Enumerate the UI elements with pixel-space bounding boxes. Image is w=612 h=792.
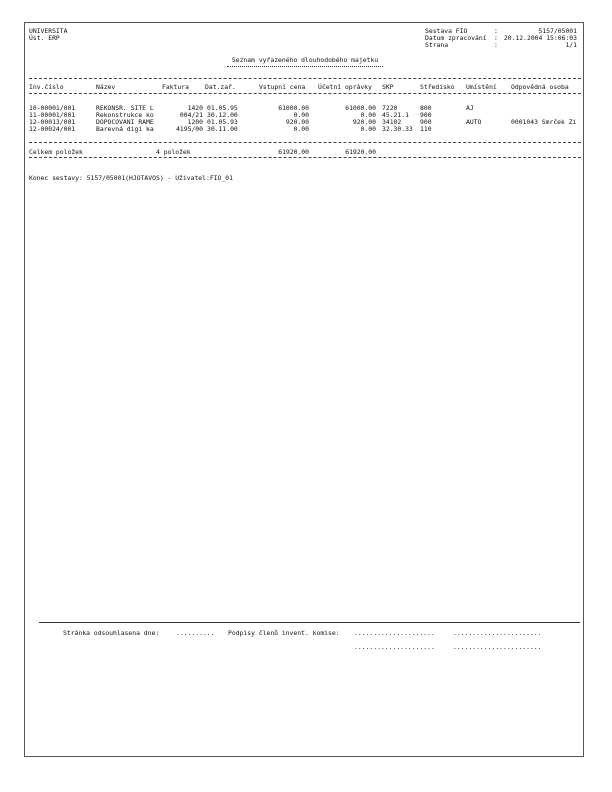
cell-stredisko: 900: [420, 118, 432, 126]
checked-date-label: Stránka odsouhlasena dne:: [63, 629, 160, 637]
col-header-opravky: Účetní oprávky: [318, 83, 372, 91]
col-header-faktura: Faktura: [162, 83, 189, 91]
cell-umisteni: AJ: [466, 104, 474, 112]
totals-opravky: 61920.00: [345, 148, 376, 156]
col-header-skp: SKP: [382, 83, 394, 91]
meta-label-date: Datum zpracování: [425, 34, 487, 42]
cell-datzar: 01.05.95: [207, 104, 238, 112]
cell-datzar: 01.05.93: [207, 118, 238, 126]
cell-vstupni: 0.00: [293, 111, 309, 119]
totals-vstupni: 61920.00: [278, 148, 309, 156]
cell-vstupni: 920.00: [285, 118, 309, 126]
cell-inv: 11-00001/001: [29, 111, 76, 119]
cell-faktura: 4195/00: [176, 125, 203, 133]
meta-value-report: 5157/05001: [538, 27, 577, 35]
cell-skp: 34102: [382, 118, 402, 126]
meta-value-date: 20.12.2004 15:06:03: [503, 34, 577, 42]
header-rule-bottom: [29, 93, 581, 94]
cell-nazev: Rekonstrukce ko: [96, 111, 154, 119]
cell-stredisko: 800: [420, 104, 432, 112]
cell-faktura: 1200: [187, 118, 203, 126]
col-header-stredisko: Středisko: [420, 83, 455, 91]
signature-line: .....................: [354, 629, 435, 637]
cell-skp: 32.30.33: [382, 125, 413, 133]
cell-vstupni: 61000.00: [278, 104, 309, 112]
cell-nazev: REKONSR. SITE L: [96, 104, 154, 112]
col-header-nazev: Název: [96, 83, 116, 91]
cell-datzar: 30.12.00: [207, 111, 238, 119]
cell-inv: 12-00024/001: [29, 125, 76, 133]
org-name: UNIVERSITA: [29, 27, 68, 35]
header-rule-top: [29, 78, 581, 79]
end-note: Konec sestavy: 5157/05001(HJOTAVOS) - Uživatel:FIO_01: [29, 174, 233, 182]
col-header-vstupni: Vstupní cena: [259, 83, 306, 91]
cell-inv: 10-00001/001: [29, 104, 76, 112]
cell-opravky: 61000.00: [345, 104, 376, 112]
cell-opravky: 0.00: [360, 125, 376, 133]
meta-label-report: Sestava FIO: [425, 27, 468, 35]
report-title: Seznam vyřazeného dlouhodobého majetku: [231, 56, 379, 64]
cell-vstupni: 0.00: [293, 125, 309, 133]
cell-faktura: 1420: [187, 104, 203, 112]
cell-osoba: 0001043 Smrček Zi: [511, 118, 577, 126]
cell-skp: 45.21.1: [382, 111, 409, 119]
col-header-inv: Inv.číslo: [29, 83, 64, 91]
meta-label-page: Strana: [425, 41, 449, 49]
cell-umisteni: AUTO: [466, 118, 482, 126]
meta-value-page: 1/1: [565, 41, 577, 49]
cell-skp: 7220: [382, 104, 398, 112]
col-header-datzar: Dat.zař.: [205, 83, 236, 91]
col-header-umisteni: Umístění: [466, 83, 497, 91]
cell-opravky: 920.00: [352, 118, 376, 126]
signature-line: .......................: [453, 643, 542, 651]
cell-stredisko: 900: [420, 111, 432, 119]
meta-colon: :: [494, 27, 498, 35]
cell-datzar: 30.11.00: [207, 125, 238, 133]
org-unit: Úst. ERP: [29, 34, 60, 42]
report-page: [24, 22, 584, 757]
totals-rule-top: [29, 142, 581, 143]
cell-faktura: 004/21: [179, 111, 203, 119]
checked-date-dots: ..........: [176, 629, 215, 637]
signatures-label: Podpisy členů invent. komise:: [228, 629, 340, 637]
signature-line: .......................: [453, 629, 542, 637]
title-underline: [227, 66, 383, 67]
meta-colon: :: [494, 41, 498, 49]
totals-label: Celkem položek: [29, 148, 83, 156]
cell-nazev: DOPOCOVANI RAME: [96, 118, 154, 126]
col-header-osoba: Odpovědná osoba: [511, 83, 569, 91]
cell-opravky: 0.00: [360, 111, 376, 119]
signature-line: .....................: [354, 643, 435, 651]
totals-count: 4 položek: [156, 148, 191, 156]
cell-inv: 12-00013/001: [29, 118, 76, 126]
totals-rule-bottom: [29, 157, 581, 158]
footer-rule: [39, 622, 580, 623]
meta-colon: :: [494, 34, 498, 42]
cell-nazev: Barevná digi ka: [96, 125, 154, 133]
cell-stredisko: 110: [420, 125, 432, 133]
